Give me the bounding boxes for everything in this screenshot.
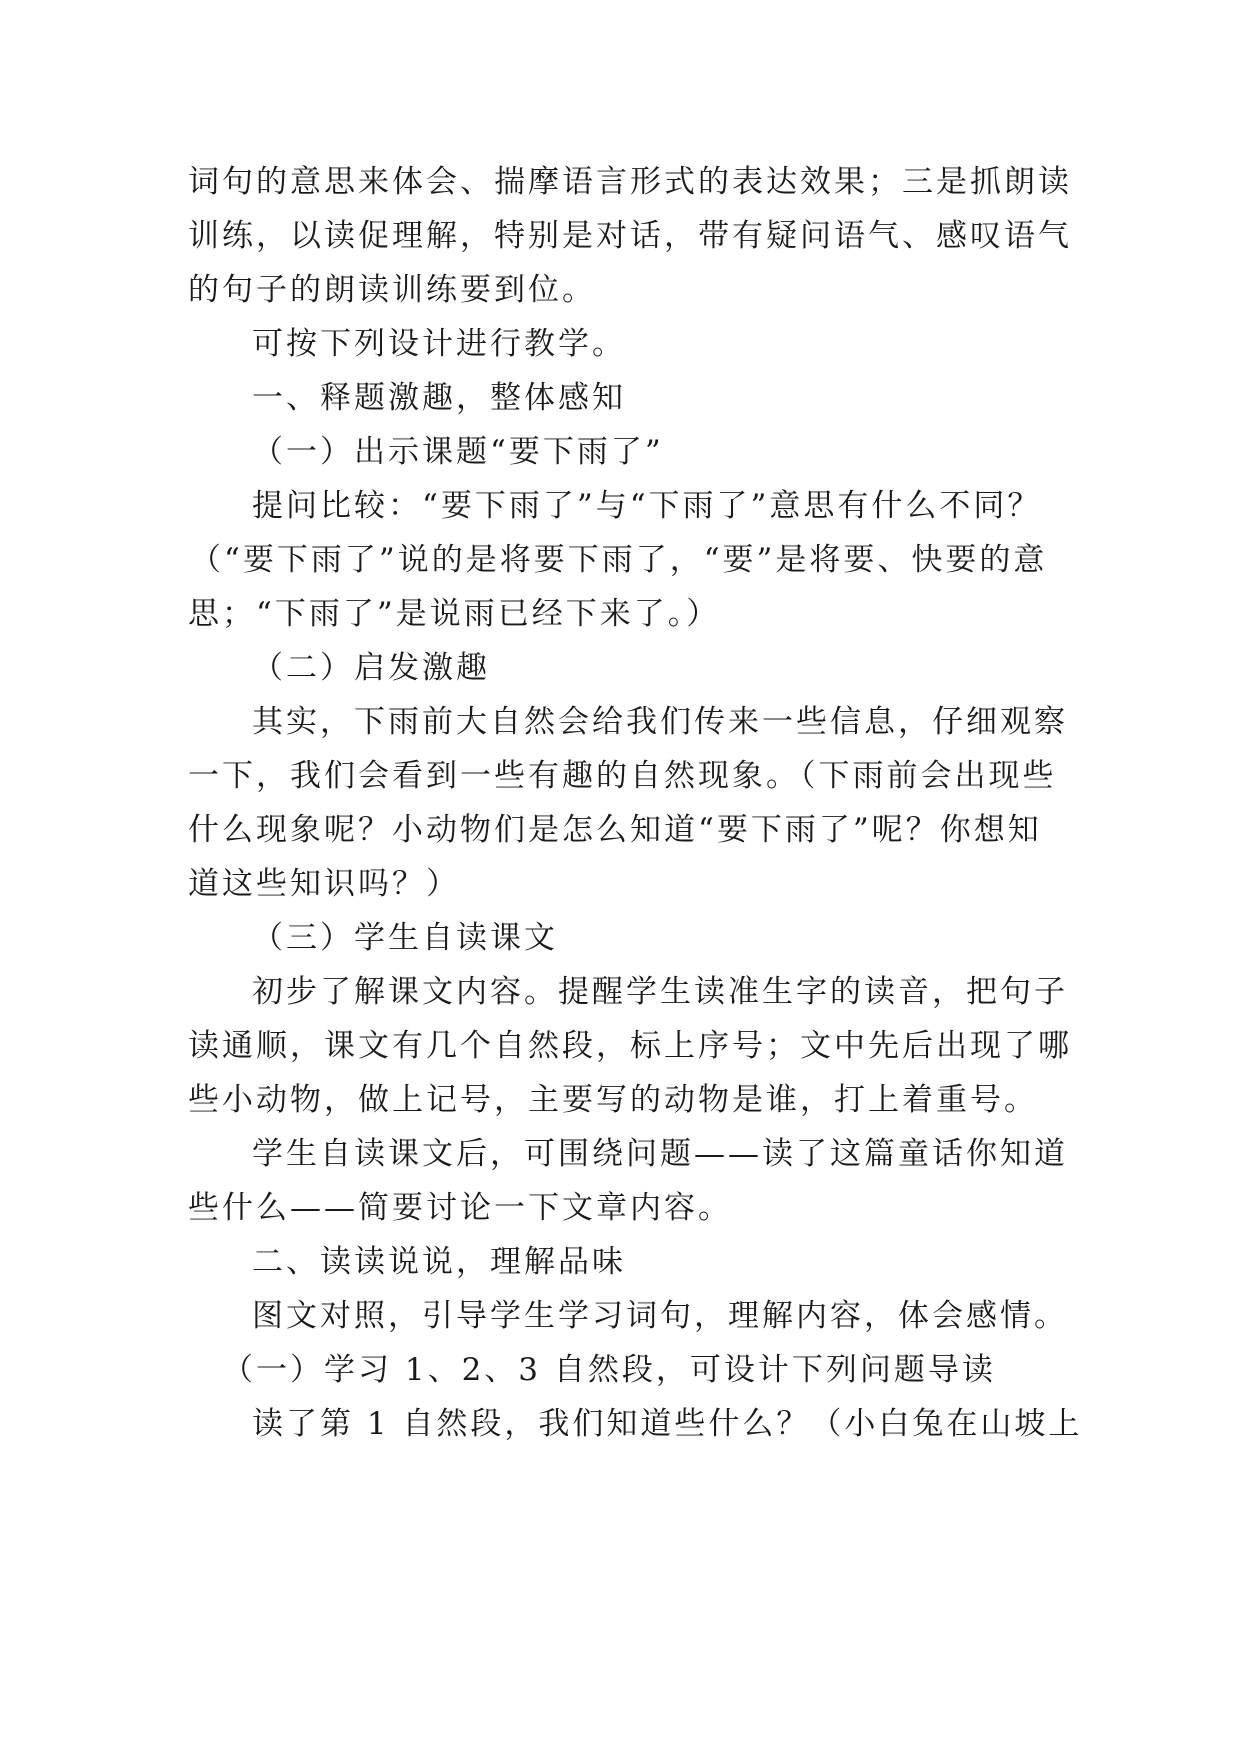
- section-heading: 一、释题激趣，整体感知: [252, 380, 626, 416]
- subsection-heading: （一）出示课题“要下雨了”: [252, 434, 664, 470]
- subsection-heading: （一）学习 1、2、3 自然段，可设计下列问题导读: [222, 1352, 996, 1388]
- text-line: （“要下雨了”说的是将要下雨了，“要”是将要、快要的意: [190, 542, 1048, 578]
- paragraph-line: 初步了解课文内容。提醒学生读准生字的读音，把句子: [252, 974, 1068, 1010]
- text-line: 道这些知识吗？）: [188, 866, 460, 902]
- paragraph-line: 读了第 1 自然段，我们知道些什么？（小白兔在山坡上: [252, 1406, 1083, 1442]
- subsection-heading: （三）学生自读课文: [252, 920, 558, 956]
- text-line: 什么现象呢？小动物们是怎么知道“要下雨了”呢？你想知: [188, 812, 1042, 848]
- text-line: 一下，我们会看到一些有趣的自然现象。（下雨前会出现些: [188, 758, 1057, 794]
- paragraph-line: 可按下列设计进行教学。: [252, 326, 626, 362]
- text-line: 读通顺，课文有几个自然段，标上序号；文中先后出现了哪: [188, 1028, 1072, 1064]
- paragraph-line: 图文对照，引导学生学习词句，理解内容，体会感情。: [252, 1298, 1068, 1334]
- paragraph-line: 其实，下雨前大自然会给我们传来一些信息，仔细观察: [252, 704, 1068, 740]
- paragraph-line: 学生自读课文后，可围绕问题——读了这篇童话你知道: [252, 1136, 1068, 1172]
- subsection-heading: （二）启发激趣: [252, 650, 490, 686]
- text-line: 训练，以读促理解，特别是对话，带有疑问语气、感叹语气: [188, 218, 1072, 254]
- text-line: 的句子的朗读训练要到位。: [188, 272, 596, 308]
- text-line: 思；“下雨了”是说雨已经下来了。）: [188, 596, 721, 632]
- text-line: 些小动物，做上记号，主要写的动物是谁，打上着重号。: [188, 1082, 1038, 1118]
- text-line: 词句的意思来体会、揣摩语言形式的表达效果；三是抓朗读: [188, 164, 1072, 200]
- text-line: 些什么——简要讨论一下文章内容。: [188, 1190, 732, 1226]
- section-heading: 二、读读说说，理解品味: [252, 1244, 626, 1280]
- paragraph-line: 提问比较：“要下雨了”与“下雨了”意思有什么不同？: [252, 488, 1042, 524]
